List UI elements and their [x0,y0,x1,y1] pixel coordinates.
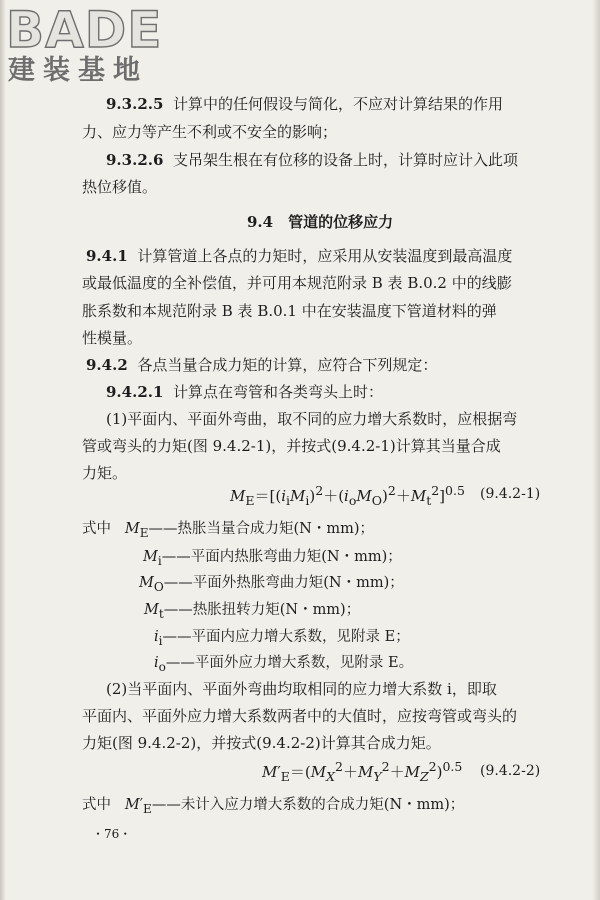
logo-text-en: BADE [6,1,163,59]
clause-number: 9.3.2.6 [106,151,164,169]
definition-line: 式中 $M_E——$热胀当量合成力矩(N・mm)； [82,521,375,540]
definition-line: $i_o——$平面外应力增大系数，见附录 E。 [154,655,414,674]
definition-line: 式中 $M'_E——$未计入应力增大系数的合成力矩(N・mm)； [82,797,465,816]
clause-text-line: 性模量。 [82,329,143,347]
page-edge-shadow-right [592,0,600,900]
clause-text: 支吊架生根在有位移的设备上时，计算时应计入此项 [172,151,518,169]
clause-9-3-2-6 [106,150,518,170]
section-title: 9.4 管道的位移应力 [247,213,394,231]
definition-text: ——平面外应力增大系数，见附录 E。 [165,655,414,671]
equation-number: (9.4.2-2) [480,763,541,779]
clause-text: 各点当量合成力矩的计算，应符合下列规定： [137,356,438,374]
clause-number: 9.4.2.1 [106,383,164,401]
item-2-text-line: 平面内、平面外应力增大系数两者中的大值时，应按弯管或弯头的 [82,707,518,725]
definition-text: ——未计入应力增大系数的合成力矩(N・mm)； [151,797,465,813]
equation-9-4-2-1: $M_E=[(i_iM_i)^2+(i_oM_O)^2+M_t^2]^{0.5}$ [230,483,465,508]
definition-text: ——平面外热胀弯曲力矩(N・mm)； [163,575,404,591]
clause-9-4-1 [86,246,512,266]
definition-prefix: 式中 [82,521,111,537]
definition-text: ——平面内热胀弯曲力矩(N・mm)； [161,549,402,565]
definition-line: $M_t——$热胀扭转力矩(N・mm)； [144,602,361,621]
definition-line: $M_i——$平面内热胀弯曲力矩(N・mm)； [143,549,402,568]
page-edge-shadow-left [0,0,6,900]
definition-text: ——热胀当量合成力矩(N・mm)； [148,521,375,537]
item-1-text-line: 力矩。 [82,464,128,482]
logo-text-cn: 建装基地 [8,55,148,86]
clause-text: 计算管道上各点的力矩时，应采用从安装温度到最高温度 [137,247,513,265]
item-1-text-line: 管或弯头的力矩(图 9.4.2-1)，并按式(9.4.2-1)计算其当量合成 [82,437,501,455]
clause-number: 9.3.2.5 [106,95,164,113]
clause-text: 计算中的任何假设与简化，不应对计算结果的作用 [172,95,503,113]
watermark-logo [6,1,176,86]
clause-text-line: 热位移值。 [82,178,158,196]
clause-text: 计算点在弯管和各类弯头上时： [172,383,383,401]
equation-number: (9.4.2-1) [480,486,541,502]
definition-text: ——热胀扭转力矩(N・mm)； [163,602,361,618]
clause-text-line: 力、应力等产生不利或不安全的影响； [82,123,338,141]
clause-9-4-2 [86,355,437,375]
clause-text-line: 胀系数和本规范附录 B 表 B.0.1 中在安装温度下管道材料的弹 [82,302,497,320]
definition-line: $M_O——$平面外热胀弯曲力矩(N・mm)； [139,575,404,594]
definition-text: ——平面内应力增大系数，见附录 E； [162,629,410,645]
item-2-text-line: (2)当平面内、平面外弯曲均取相同的应力增大系数 i，即取 [106,680,497,698]
equation-9-4-2-2: $M'_E=(M_X^2+M_Y^2+M_Z^2)^{0.5}$ [262,759,463,784]
item-1-text-line: (1)平面内、平面外弯曲，取不同的应力增大系数时，应根据弯 [106,410,518,428]
clause-number: 9.4.2 [86,356,128,374]
clause-9-4-2-1 [106,382,383,402]
definition-prefix: 式中 [82,797,111,813]
definition-line: $i_i——$平面内应力增大系数，见附录 E； [154,629,410,648]
clause-text-line: 或最低温度的全补偿值，并可用本规范附录 B 表 B.0.2 中的线膨 [82,274,512,292]
clause-number: 9.4.1 [86,247,128,265]
clause-9-3-2-5 [106,94,503,114]
page-number: ・76・ [92,827,132,841]
item-2-text-line: 力矩(图 9.4.2-2)，并按式(9.4.2-2)计算其合成力矩。 [82,734,441,752]
